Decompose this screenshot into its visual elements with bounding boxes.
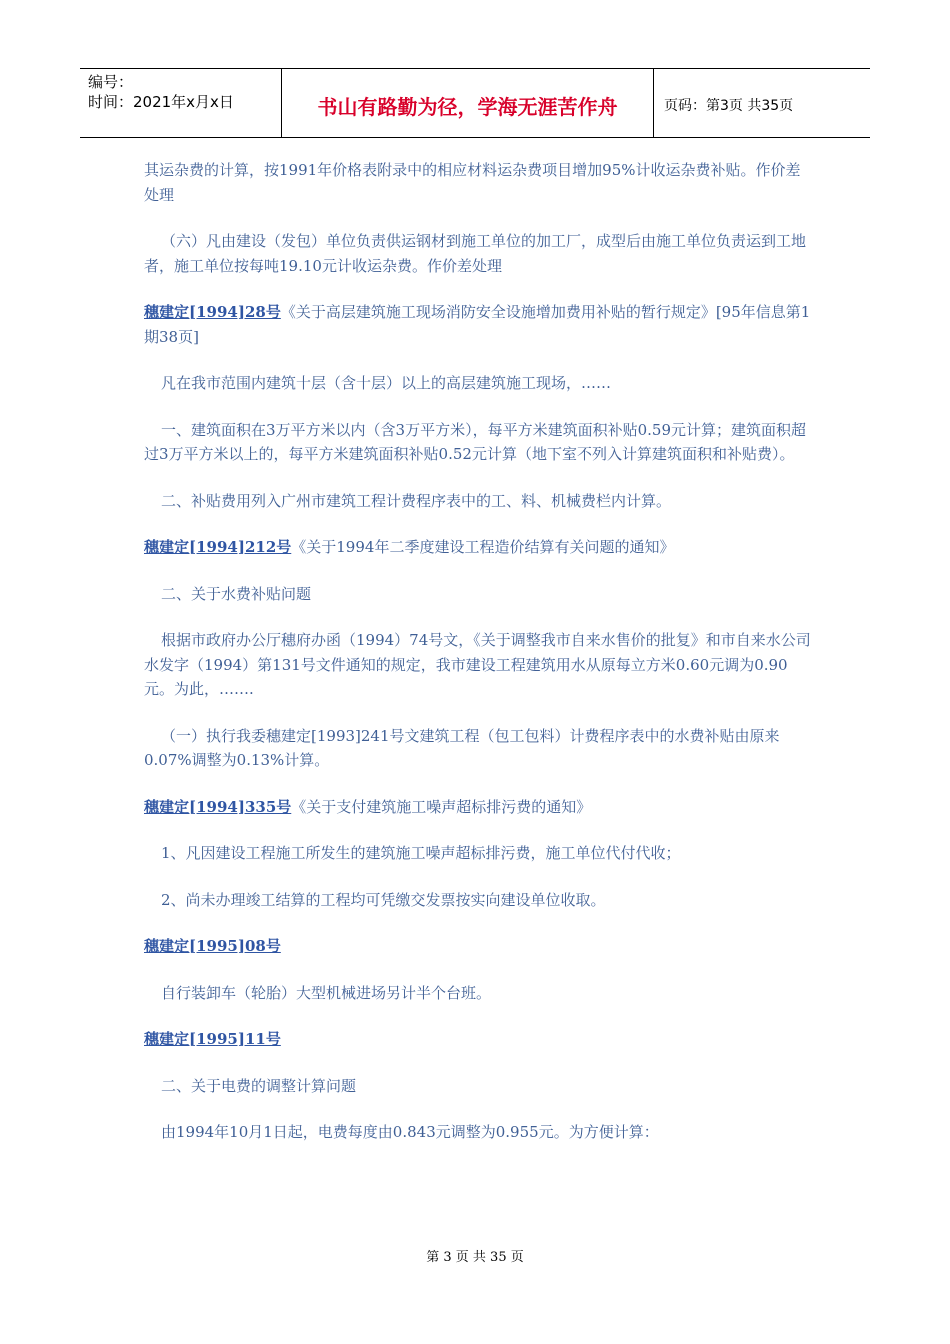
- document-reference-link[interactable]: 穗建定[1995]11号: [144, 1030, 281, 1048]
- document-body: [144, 158, 812, 1167]
- header-meta: [80, 69, 282, 137]
- paragraph: 二、关于水费补贴问题: [161, 584, 312, 603]
- document-reference-link[interactable]: 穗建定[1994]335号: [144, 797, 292, 816]
- reference-paragraph: 穗建定[1994]28号《关于高层建筑施工现场消防安全设施增加费用补贴的暂行规定》[95年信息第1期38页]: [144, 303, 811, 346]
- document-reference-link[interactable]: 穗建定[1995]08号: [144, 937, 281, 955]
- document-reference-link[interactable]: 穗建定[1994]212号: [144, 538, 292, 556]
- header-motto: 书山有路勤为径，学海无涯苦作舟: [282, 69, 654, 137]
- paragraph: 凡在我市范围内建筑十层（含十层）以上的高层建筑施工现场，……: [161, 374, 612, 392]
- paragraph: 1、凡因建设工程施工所发生的建筑施工噪声超标排污费，施工单位代付代收；: [161, 844, 681, 862]
- paragraph: 根据市政府办公厅穗府办函（1994）74号文，《关于调整我市自来水售价的批复》和市自来水公司水发字（1994）第131号文件通知的规定，我市建设工程建筑用水从原每立方米0.60元调为0.90元。为此，…….: [144, 631, 811, 698]
- paragraph: 其运杂费的计算，按1991年价格表附录中的相应材料运杂费项目增加95%计收运杂费补贴。作价差处理: [144, 161, 801, 204]
- paragraph: 一、建筑面积在3万平方米以内（含3万平方米），每平方米建筑面积补贴0.59元计算；建筑面积超过3万平方米以上的，每平方米建筑面积补贴0.52元计算（地下室不列入计算建筑面积和补贴费）。: [144, 420, 806, 463]
- page-header: [80, 68, 870, 138]
- document-reference-link[interactable]: 穗建定[1994]28号: [144, 303, 281, 321]
- reference-paragraph: 穗建定[1994]212号《关于1994年二季度建设工程造价结算有关问题的通知》: [144, 538, 675, 556]
- paragraph: 二、补贴费用列入广州市建筑工程计费程序表中的工、料、机械费栏内计算。: [161, 491, 672, 510]
- paragraph: 自行装卸车（轮胎）大型机械进场另计半个台班。: [161, 983, 492, 1002]
- reference-paragraph: [144, 934, 812, 959]
- paragraph: 2、尚未办理竣工结算的工程均可凭缴交发票按实向建设单位收取。: [161, 890, 606, 909]
- document-date: 时间：2021年x月x日: [88, 93, 234, 111]
- reference-paragraph: 穗建定[1994]335号《关于支付建筑施工噪声超标排污费的通知》: [144, 797, 592, 816]
- header-page-info: 页码：第3页 共35页: [664, 98, 794, 114]
- paragraph: 由1994年10月1日起，电费每度由0.843元调整为0.955元。为方便计算：: [161, 1123, 659, 1141]
- paragraph: （六）凡由建设（发包）单位负责供运钢材到施工单位的加工厂，成型后由施工单位负责运到工地者，施工单位按每吨19.10元计收运杂费。作价差处理: [144, 232, 807, 275]
- reference-paragraph: [144, 1027, 812, 1052]
- document-number: 编号：: [88, 73, 134, 91]
- paragraph: （一）执行我委穗建定[1993]241号文建筑工程（包工包料）计费程序表中的水费补贴由原来0.07%调整为0.13%计算。: [144, 726, 780, 769]
- paragraph: 二、关于电费的调整计算问题: [161, 1076, 357, 1095]
- page-footer: 第 3 页 共 35 页: [426, 1250, 524, 1265]
